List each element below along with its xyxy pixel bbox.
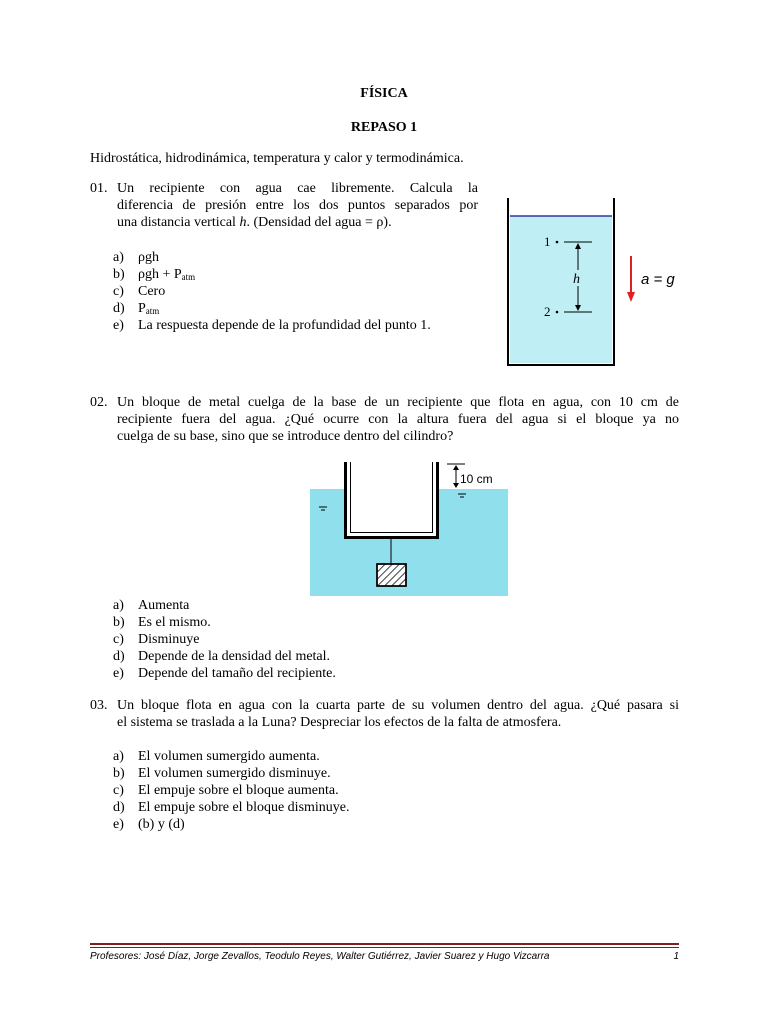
question-03 bbox=[90, 697, 679, 731]
container-bottom bbox=[344, 536, 439, 539]
container-left-wall bbox=[344, 462, 347, 539]
acceleration-label: a = g bbox=[641, 271, 675, 288]
question-line: una distancia vertical h. (Densidad del agua = ρ). bbox=[117, 215, 392, 230]
question-number: 02. bbox=[90, 395, 108, 410]
container-right-wall bbox=[436, 462, 439, 539]
falling-container-figure bbox=[494, 192, 686, 368]
point-1-dot bbox=[556, 241, 559, 244]
question-line: cuelga de su base, sino que se introduce dentro del cilindro? bbox=[117, 429, 454, 444]
question-02 bbox=[90, 394, 679, 445]
water-fill bbox=[510, 216, 612, 363]
question-line: Un bloque flota en agua con la cuarta parte de su volumen dentro del agua. ¿Qué pasara si bbox=[117, 698, 679, 713]
footer-rule bbox=[90, 943, 679, 945]
question-01 bbox=[90, 180, 478, 231]
question-number: 01. bbox=[90, 181, 108, 196]
question-line: recipiente fuera del agua. ¿Qué ocurre con la altura fuera del agua si el bloque ya no bbox=[117, 412, 679, 427]
question-line: diferencia de presión entre los dos puntos separados por bbox=[117, 198, 478, 213]
floating-container-figure bbox=[310, 462, 508, 596]
page-subtitle: REPASO 1 bbox=[350, 120, 418, 135]
metal-block bbox=[377, 564, 406, 586]
page-number: 1 bbox=[673, 951, 679, 962]
question-line: el sistema se traslada a la Luna? Despreciar los efectos de la falta de atmosfera. bbox=[117, 715, 562, 730]
acceleration-arrowhead bbox=[627, 292, 635, 302]
point-2-label: 2 bbox=[544, 304, 551, 319]
footer bbox=[90, 951, 679, 962]
footer-authors: Profesores: José Díaz, Jorge Zevallos, Teodulo Reyes, Walter Gutiérrez, Javier Suarez y Hugo Vizcarra bbox=[90, 951, 550, 962]
page-title: FÍSICA bbox=[360, 86, 408, 101]
container-interior bbox=[347, 462, 436, 536]
footer-rule-thin bbox=[90, 947, 679, 948]
height-label: 10 cm bbox=[460, 472, 493, 486]
point-2-dot bbox=[556, 311, 559, 314]
question-line: Un recipiente con agua cae libremente. Calcula la bbox=[117, 181, 478, 196]
topics-line: Hidrostática, hidrodinámica, temperatura y calor y termodinámica. bbox=[90, 151, 464, 166]
question-number: 03. bbox=[90, 698, 108, 713]
question-line: Un bloque de metal cuelga de la base de un recipiente que flota en agua, con 10 cm de bbox=[117, 395, 679, 410]
h-label: h bbox=[573, 272, 580, 287]
point-1-label: 1 bbox=[544, 234, 551, 249]
